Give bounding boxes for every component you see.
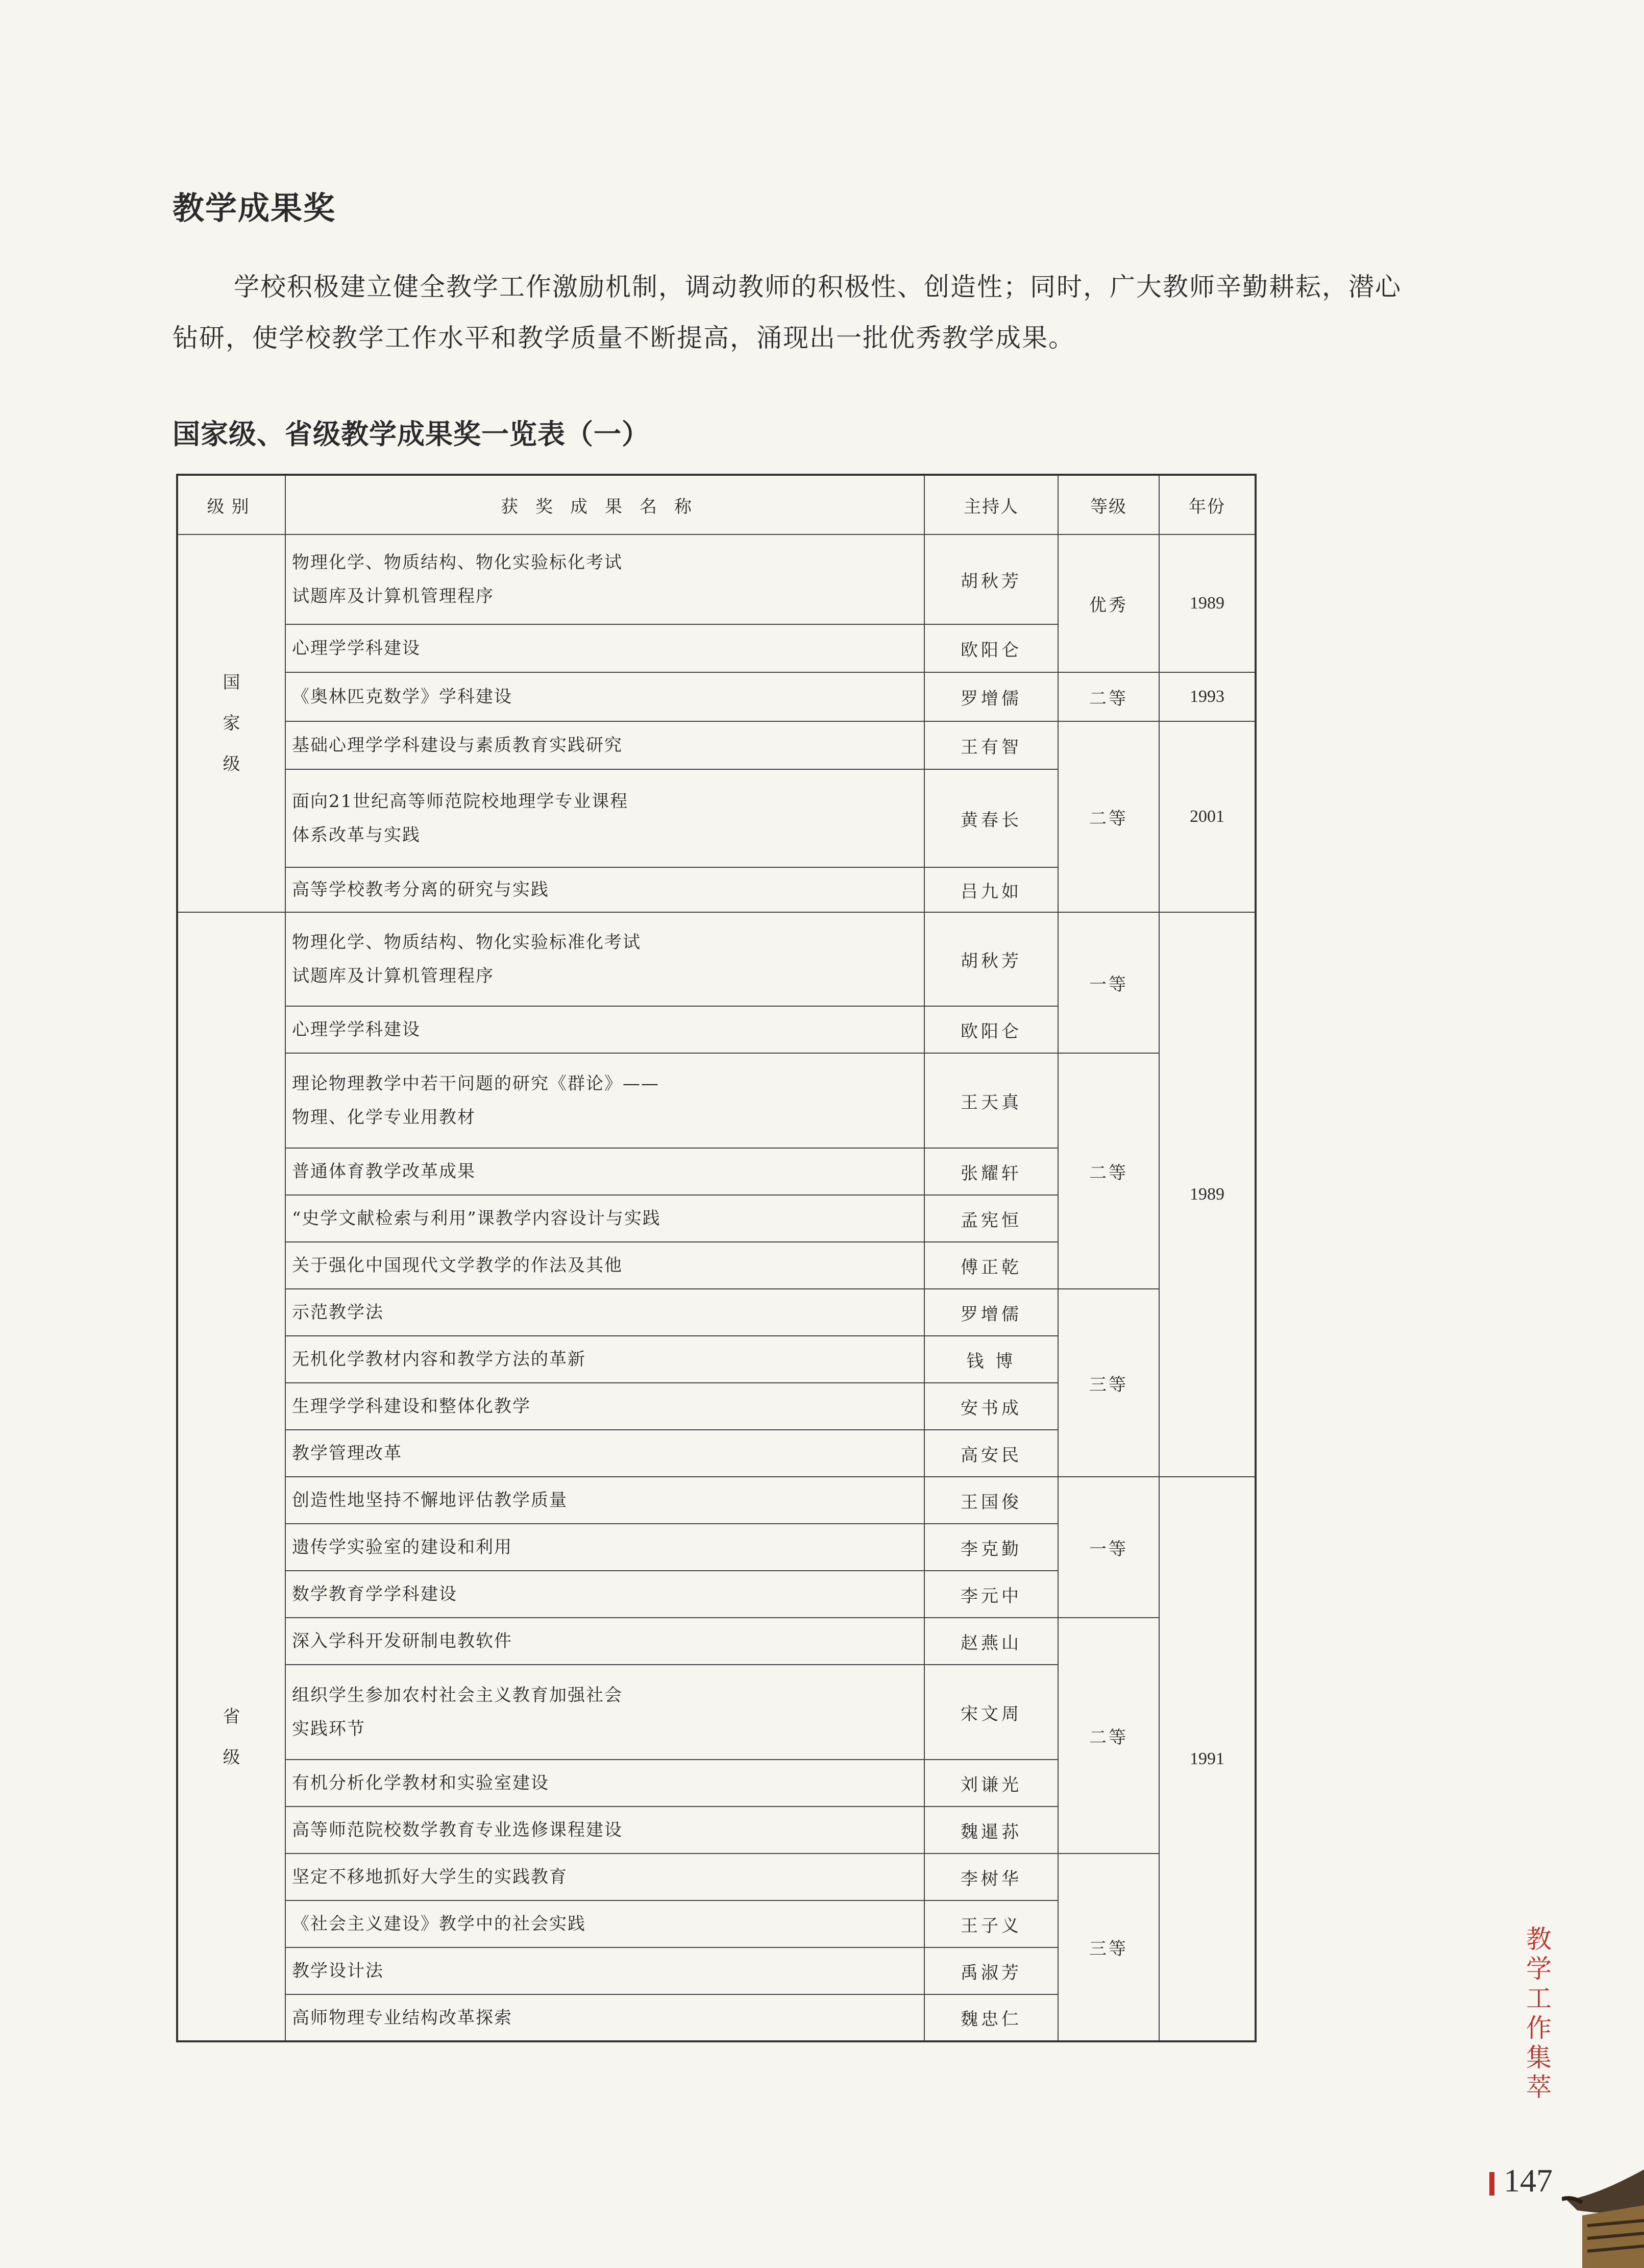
table-row: [177, 672, 1256, 721]
table-row: [177, 1477, 1256, 1524]
award-name: 心理学学科建设: [285, 1006, 924, 1053]
award-host: 罗增儒: [924, 672, 1058, 721]
award-name: 《奥林匹克数学》学科建设: [285, 672, 924, 721]
award-host: 张耀轩: [924, 1148, 1058, 1195]
table-row: [177, 912, 1256, 1006]
award-host: 胡秋芳: [924, 912, 1058, 1006]
award-host: 赵燕山: [924, 1618, 1058, 1665]
award-name: 物理化学、物质结构、物化实验标准化考试 试题库及计算机管理程序: [285, 912, 924, 1006]
header-year: 年份: [1159, 475, 1256, 534]
grade-cell: 二等: [1058, 1618, 1159, 1854]
award-name: 遗传学实验室的建设和利用: [285, 1524, 924, 1571]
award-host: 钱 博: [924, 1336, 1058, 1383]
award-host: 王天真: [924, 1053, 1058, 1148]
award-name: 数学教育学学科建设: [285, 1571, 924, 1618]
award-host: 刘谦光: [924, 1760, 1058, 1807]
award-name: 教学设计法: [285, 1947, 924, 1994]
grade-cell: 三等: [1058, 1854, 1159, 2041]
header-name: 获奖成果名称: [285, 475, 924, 534]
award-name: 生理学学科建设和整体化教学: [285, 1383, 924, 1430]
award-host: 欧阳仑: [924, 1006, 1058, 1053]
award-host: 魏忠仁: [924, 1994, 1058, 2041]
table-row: [177, 1053, 1256, 1148]
award-host: 吕九如: [924, 867, 1058, 912]
grade-cell: 二等: [1058, 721, 1159, 912]
table-header-row: [177, 475, 1256, 534]
award-name: 深入学科开发研制电教软件: [285, 1618, 924, 1665]
award-name: 普通体育教学改革成果: [285, 1148, 924, 1195]
awards-table: [176, 474, 1257, 2042]
award-host: 安书成: [924, 1383, 1058, 1430]
grade-cell: 一等: [1058, 912, 1159, 1053]
intro-paragraph: 学校积极建立健全教学工作激励机制，调动教师的积极性、创造性；同时，广大教师辛勤耕耘，潜心钻研，使学校教学工作水平和教学质量不断提高，涌现出一批优秀教学成果。: [173, 272, 1402, 353]
award-host: 傅正乾: [924, 1242, 1058, 1289]
chapter-side-label: 教学工作集萃: [1526, 1924, 1552, 2102]
award-host: 黄春长: [924, 769, 1058, 867]
table-row: [177, 1854, 1256, 1900]
award-host: 欧阳仑: [924, 624, 1058, 672]
award-name: 创造性地坚持不懈地评估教学质量: [285, 1477, 924, 1524]
year-cell: 1991: [1159, 1477, 1256, 2041]
award-name: 组织学生参加农村社会主义教育加强社会 实践环节: [285, 1665, 924, 1760]
grade-cell: 一等: [1058, 1477, 1159, 1618]
level-national: 国家级: [177, 534, 285, 912]
award-host: 魏暹荪: [924, 1807, 1058, 1854]
award-host: 孟宪恒: [924, 1195, 1058, 1242]
award-host: 胡秋芳: [924, 534, 1058, 624]
award-host: 禹淑芳: [924, 1947, 1058, 1994]
page-number-marker: [1489, 2172, 1494, 2196]
table-row: [177, 1289, 1256, 1336]
award-host: 李克勤: [924, 1524, 1058, 1571]
pagoda-roof-icon: [1562, 2139, 1644, 2268]
award-host: 高安民: [924, 1430, 1058, 1477]
award-host: 王子义: [924, 1900, 1058, 1947]
award-name: 高师物理专业结构改革探索: [285, 1994, 924, 2041]
header-level: 级别: [177, 475, 285, 534]
level-provincial: 省级: [177, 912, 285, 2041]
award-name: 心理学学科建设: [285, 624, 924, 672]
grade-cell: 三等: [1058, 1289, 1159, 1477]
table-title: 国家级、省级教学成果奖一览表（一）: [173, 418, 650, 450]
award-name: 面向21世纪高等师范院校地理学专业课程 体系改革与实践: [285, 769, 924, 867]
award-host: 王国俊: [924, 1477, 1058, 1524]
grade-cell: 二等: [1058, 672, 1159, 721]
grade-cell: 二等: [1058, 1053, 1159, 1289]
award-name: 基础心理学学科建设与素质教育实践研究: [285, 721, 924, 769]
award-name: 无机化学教材内容和教学方法的革新: [285, 1336, 924, 1383]
table-row: [177, 534, 1256, 624]
table-row: [177, 1618, 1256, 1665]
award-host: 宋文周: [924, 1665, 1058, 1760]
year-cell: 2001: [1159, 721, 1256, 912]
header-host: 主持人: [924, 475, 1058, 534]
award-name: 教学管理改革: [285, 1430, 924, 1477]
award-name: 坚定不移地抓好大学生的实践教育: [285, 1854, 924, 1900]
award-host: 王有智: [924, 721, 1058, 769]
award-name: 有机分析化学教材和实验室建设: [285, 1760, 924, 1807]
award-name: 示范教学法: [285, 1289, 924, 1336]
grade-cell: 优秀: [1058, 534, 1159, 672]
award-host: 罗增儒: [924, 1289, 1058, 1336]
page-number: 147: [1504, 2162, 1553, 2199]
award-name: 物理化学、物质结构、物化实验标化考试 试题库及计算机管理程序: [285, 534, 924, 624]
section-title: 教学成果奖: [173, 189, 336, 227]
year-cell: 1989: [1159, 534, 1256, 672]
year-cell: 1993: [1159, 672, 1256, 721]
award-name: “史学文献检索与利用”课教学内容设计与实践: [285, 1195, 924, 1242]
award-name: 高等学校教考分离的研究与实践: [285, 867, 924, 912]
table-row: [177, 721, 1256, 769]
award-host: 李树华: [924, 1854, 1058, 1900]
award-host: 李元中: [924, 1571, 1058, 1618]
award-name: 理论物理教学中若干问题的研究《群论》—— 物理、化学专业用教材: [285, 1053, 924, 1148]
award-name: 《社会主义建设》教学中的社会实践: [285, 1900, 924, 1947]
year-cell: 1989: [1159, 912, 1256, 1477]
award-name: 关于强化中国现代文学教学的作法及其他: [285, 1242, 924, 1289]
award-name: 高等师范院校数学教育专业选修课程建设: [285, 1807, 924, 1854]
header-grade: 等级: [1058, 475, 1159, 534]
